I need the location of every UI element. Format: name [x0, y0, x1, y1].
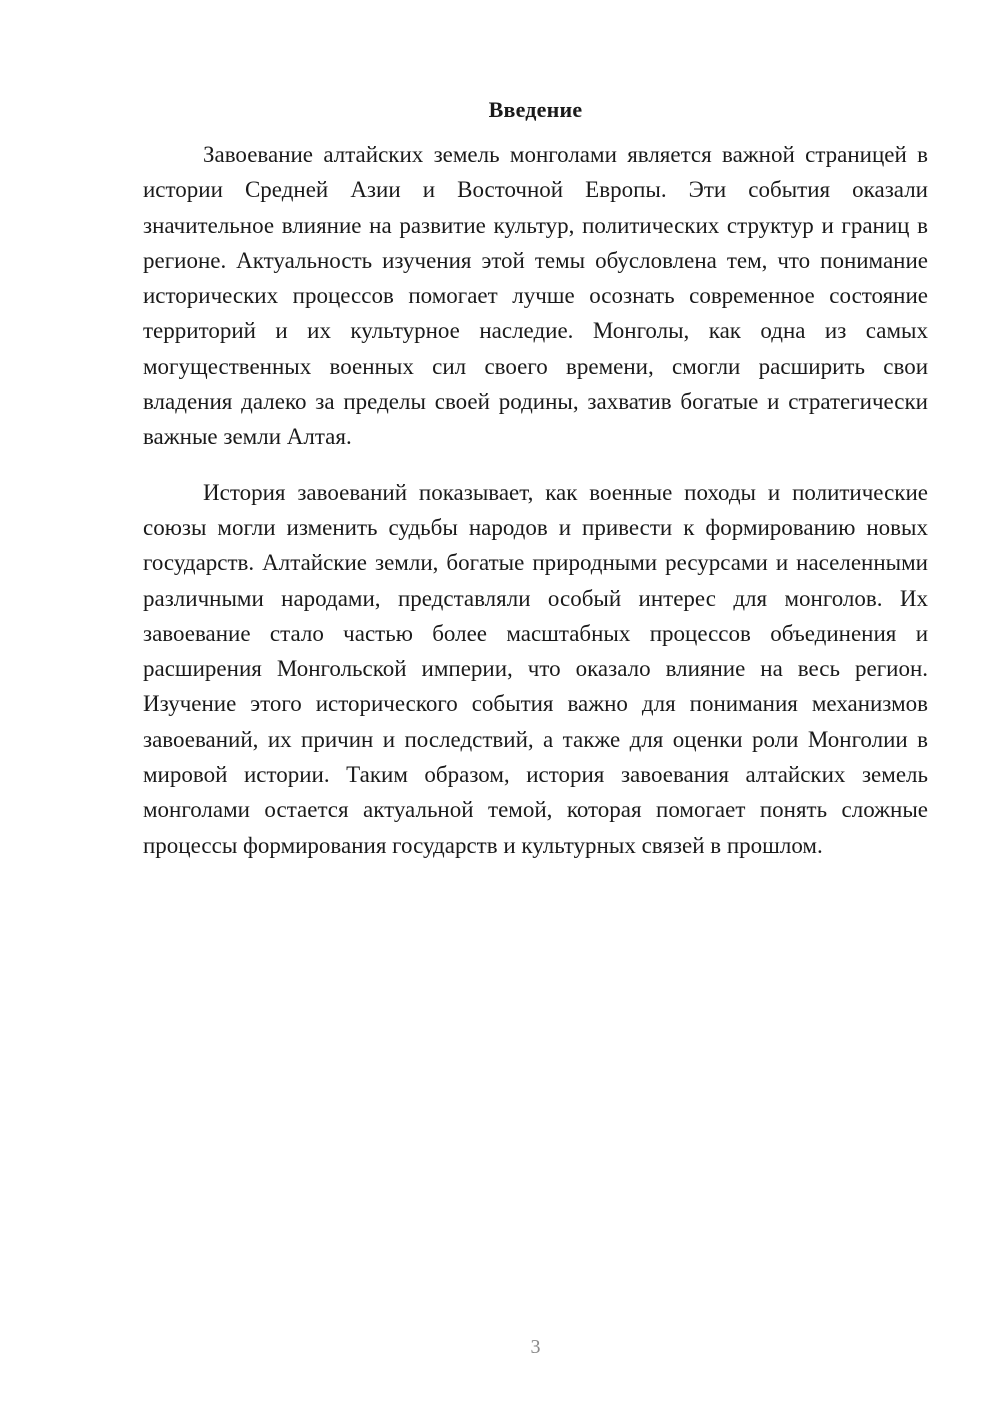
paragraph-1: Завоевание алтайских земель монголами является важной страницей в истории Средней Азии и Восточной Европы. Эти события оказали значительное влияние на развитие культур, политических структур и границ в регионе. Актуальность изучения этой темы обусловлена тем, что понимание исторических процессов помогает лучше осознать современное состояние территорий и их культурное наследие. Монголы, как одна из самых могущественных военных сил своего времени, смогли расширить свои владения далеко за пределы своей родины, захватив богатые и стратегически важные земли Алтая. [143, 142, 928, 450]
page-number: 3 [530, 1336, 541, 1358]
section-heading: Введение [488, 97, 583, 122]
paragraph-2: История завоеваний показывает, как военные походы и политические союзы могли изменить судьбы народов и привести к формированию новых государств. Алтайские земли, богатые природными ресурсами и населенными различными народами, представляли особый интерес для монголов. Их завоевание стало частью более масштабных процессов объединения и расширения Монгольской империи, что оказало влияние на весь регион. Изучение этого исторического события важно для понимания механизмов завоеваний, их причин и последствий, а также для оценки роли Монголии в мировой истории. Таким образом, история завоевания алтайских земель монголами остается актуальной темой, которая помогает понять сложные процессы формирования государств и культурных связей в прошлом. [143, 479, 928, 858]
page-content [143, 95, 928, 863]
